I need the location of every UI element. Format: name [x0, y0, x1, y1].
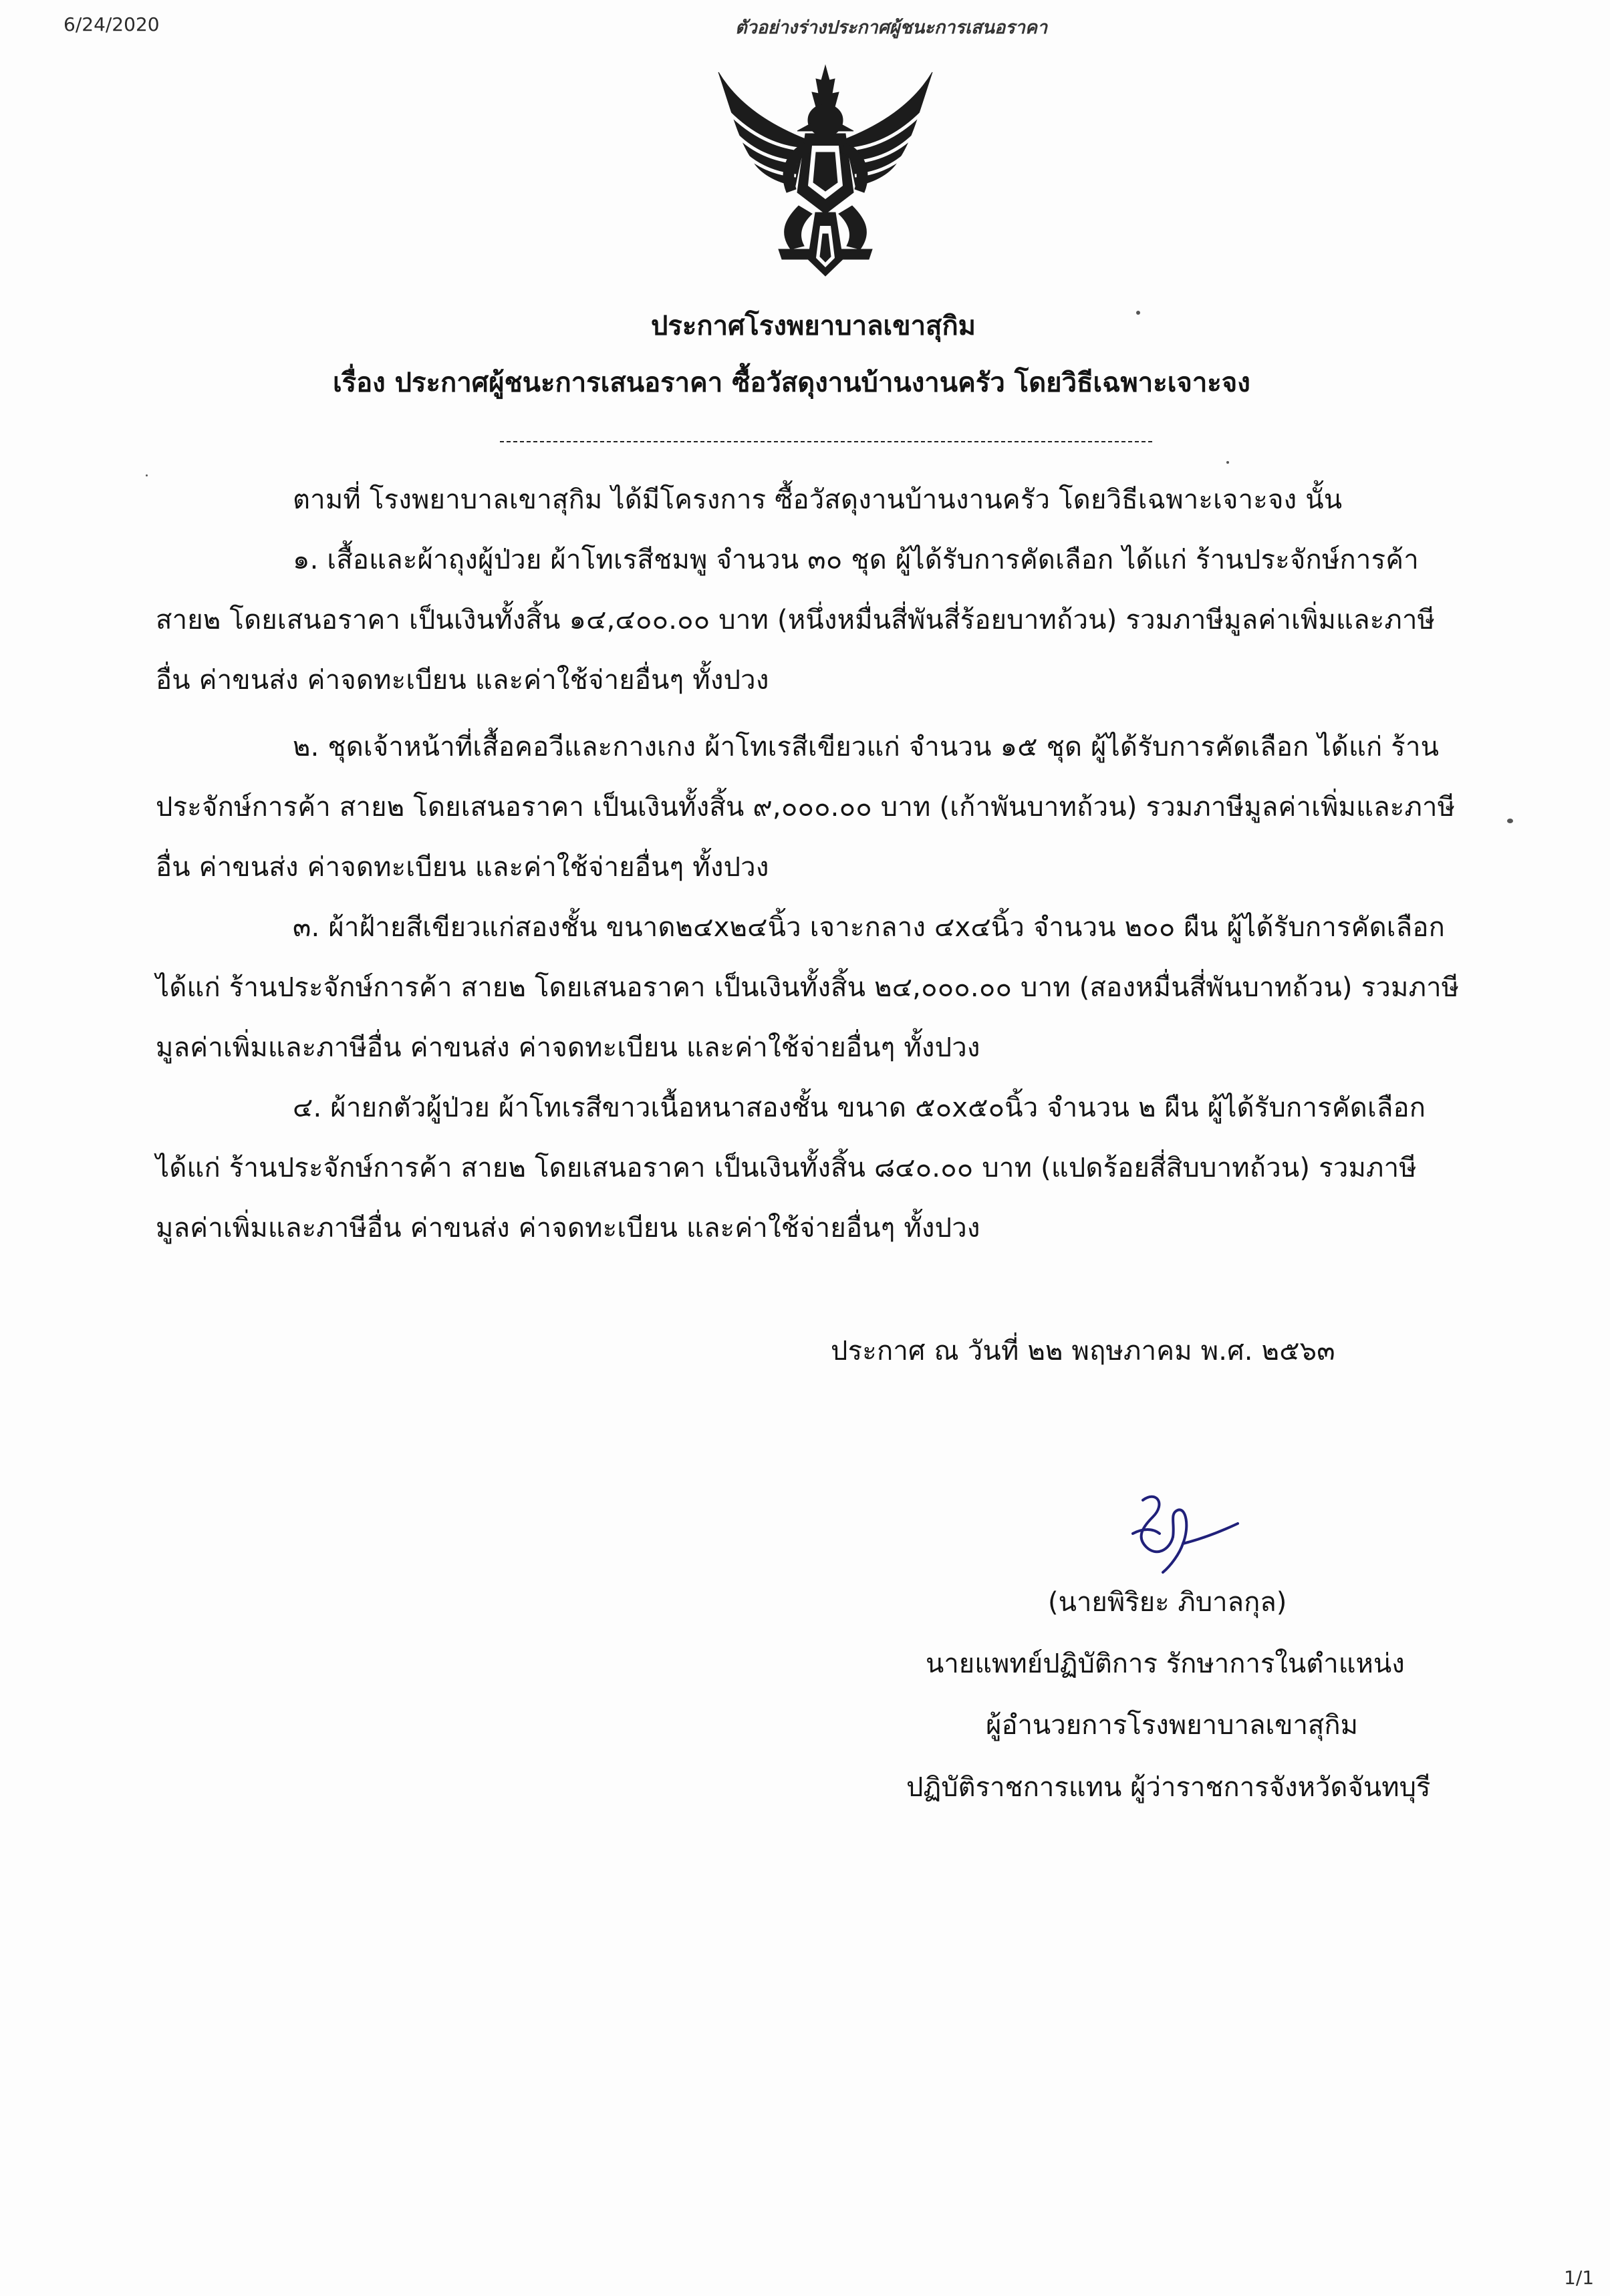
- item-4-line-2: ได้แก่ ร้านประจักษ์การค้า สาย๒ โดยเสนอราคา เป็นเงินทั้งสิ้น ๘๔๐.๐๐ บาท (แปดร้อยสี่สิบบาทถ้วน) รวมภาษี: [156, 1153, 1417, 1183]
- signatory-name: (นายพิริยะ ภิบาลกุล): [1048, 1587, 1287, 1618]
- item-1-line-2: สาย๒ โดยเสนอราคา เป็นเงินทั้งสิ้น ๑๔,๔๐๐.๐๐ บาท (หนึ่งหมื่นสี่พันสี่ร้อยบาทถ้วน) รวมภาษีมูลค่าเพิ่มและภาษี: [156, 605, 1436, 635]
- item-4-line-1: ๔. ผ้ายกตัวผู้ป่วย ผ้าโทเรสีขาวเนื้อหนาสองชั้น ขนาด ๕๐x๕๐นิ้ว จำนวน ๒ ผืน ผู้ได้รับการคัดเลือก: [293, 1093, 1426, 1123]
- item-2-line-1: ๒. ชุดเจ้าหน้าที่เสื้อคอวีและกางเกง ผ้าโทเรสีเขียวแก่ จำนวน ๑๕ ชุด ผู้ได้รับการคัดเลือก ได้แก่ ร้าน: [293, 732, 1440, 762]
- signatory-position-3: ปฏิบัติราชการแทน ผู้ว่าราชการจังหวัดจันทบุรี: [906, 1772, 1431, 1803]
- item-3-line-2: ได้แก่ ร้านประจักษ์การค้า สาย๒ โดยเสนอราคา เป็นเงินทั้งสิ้น ๒๔,๐๐๐.๐๐ บาท (สองหมื่นสี่พันบาทถ้วน) รวมภาษี: [156, 972, 1460, 1003]
- signature-mark: [1116, 1487, 1243, 1587]
- announcement-subject: เรื่อง ประกาศผู้ชนะการเสนอราคา ซื้อวัสดุงานบ้านงานครัว โดยวิธีเฉพาะเจาะจง: [333, 368, 1250, 398]
- page-number: 1/1: [1564, 2267, 1595, 2289]
- item-1-line-3: อื่น ค่าขนส่ง ค่าจดทะเบียน และค่าใช้จ่ายอื่นๆ ทั้งปวง: [156, 665, 769, 696]
- title-divider: [500, 441, 1152, 442]
- print-caption: ตัวอย่างร่างประกาศผู้ชนะการเสนอราคา: [735, 17, 1048, 38]
- print-date: 6/24/2020: [63, 13, 160, 35]
- announcement-title: ประกาศโรงพยาบาลเขาสุกิม: [651, 311, 976, 341]
- garuda-emblem-icon: [712, 59, 939, 279]
- signatory-position-2: ผู้อำนวยการโรงพยาบาลเขาสุกิม: [986, 1710, 1358, 1741]
- scan-speck: [1507, 819, 1513, 823]
- item-2-line-3: อื่น ค่าขนส่ง ค่าจดทะเบียน และค่าใช้จ่ายอื่นๆ ทั้งปวง: [156, 852, 769, 883]
- signatory-position-1: นายแพทย์ปฏิบัติการ รักษาการในตำแหน่ง: [926, 1648, 1405, 1679]
- item-3-line-3: มูลค่าเพิ่มและภาษีอื่น ค่าขนส่ง ค่าจดทะเบียน และค่าใช้จ่ายอื่นๆ ทั้งปวง: [156, 1032, 980, 1063]
- intro-paragraph: ตามที่ โรงพยาบาลเขาสุกิม ได้มีโครงการ ซื้อวัสดุงานบ้านงานครัว โดยวิธีเฉพาะเจาะจง นั้น: [293, 484, 1343, 515]
- announcement-date: ประกาศ ณ วันที่ ๒๒ พฤษภาคม พ.ศ. ๒๕๖๓: [831, 1336, 1335, 1367]
- item-1-line-1: ๑. เสื้อและผ้าถุงผู้ป่วย ผ้าโทเรสีชมพู จำนวน ๓๐ ชุด ผู้ได้รับการคัดเลือก ได้แก่ ร้านประจักษ์การค้า: [293, 545, 1419, 575]
- item-4-line-3: มูลค่าเพิ่มและภาษีอื่น ค่าขนส่ง ค่าจดทะเบียน และค่าใช้จ่ายอื่นๆ ทั้งปวง: [156, 1213, 980, 1244]
- scan-speck: [1226, 461, 1229, 464]
- item-3-line-1: ๓. ผ้าฝ้ายสีเขียวแก่สองชั้น ขนาด๒๔x๒๔นิ้ว เจาะกลาง ๔x๔นิ้ว จำนวน ๒๐๐ ผืน ผู้ได้รับการคัดเลือก: [293, 912, 1446, 943]
- scan-speck: [146, 474, 148, 476]
- scan-speck: [1136, 311, 1140, 315]
- item-2-line-2: ประจักษ์การค้า สาย๒ โดยเสนอราคา เป็นเงินทั้งสิ้น ๙,๐๐๐.๐๐ บาท (เก้าพันบาทถ้วน) รวมภาษีมูลค่าเพิ่มและภาษี: [156, 792, 1456, 823]
